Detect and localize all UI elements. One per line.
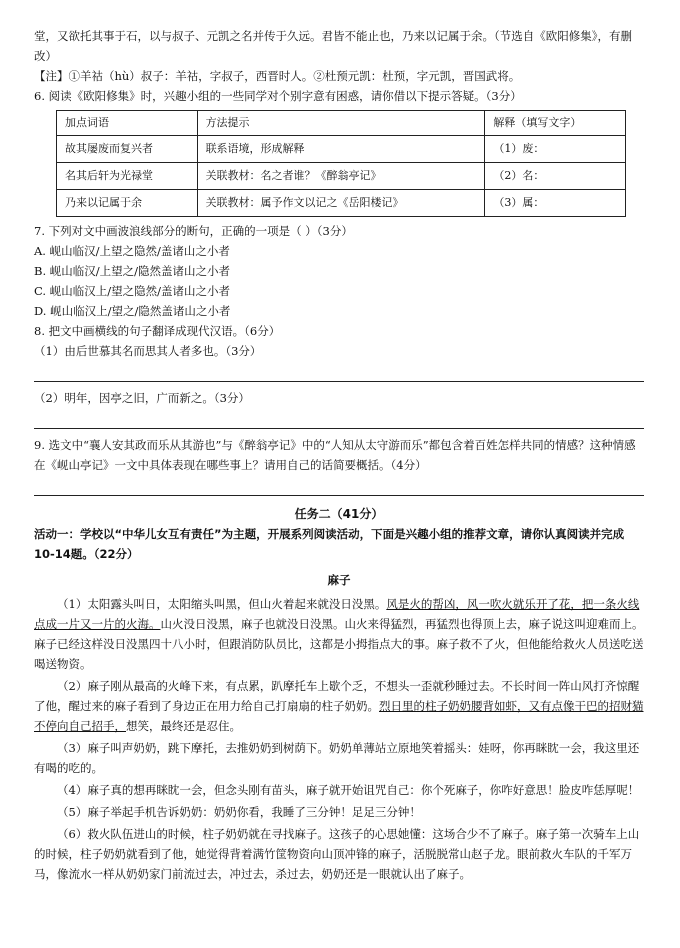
wavy-underlined-sentence: 风是火的帮凶，风一吹火就乐开了花，把一条火线点成一片又一片的火海。 <box>34 597 640 631</box>
option-b[interactable]: B. 岘山临汉/上望之/隐然盖诸山之小者 <box>34 264 231 278</box>
table-header-answer: 解释（填写文字） <box>485 111 626 136</box>
underlined-sentence: 烈日里的柱子奶奶腰背如虾，又有点像干巴的招财猫不停向自己招手， <box>34 699 644 733</box>
table-cell-word: 名其后轩为光禄堂 <box>57 163 198 190</box>
exam-page <box>34 26 644 886</box>
essay-title: 麻子 <box>327 573 351 587</box>
essay-paragraph-3: （3）麻子叫声奶奶，跳下摩托，去推奶奶到树荫下。奶奶单薄站立原地笑着摇头：娃呀，你再眯眈一会，我这里还有喝的吃的。 <box>34 741 640 775</box>
table-cell-hint: 关联教材：属予作文以记之《岳阳楼记》 <box>197 190 485 217</box>
table-cell-hint: 联系语境，形成解释 <box>197 136 485 163</box>
table-cell-word: 故其屡废而复兴者 <box>57 136 198 163</box>
essay-text: （2）麻子刚从最高的火峰下来，有点累，趴摩托车上歇个乏，不想头一歪就秒睡过去。不长时间一阵山风打齐惊醒了他，醒过来的麻子看到了身边正在用力给自己打扇扇的柱子奶奶。 <box>34 679 640 713</box>
table-header-word: 加点词语 <box>57 111 198 136</box>
answer-line[interactable] <box>34 477 644 496</box>
table-row <box>57 136 626 163</box>
option-c[interactable]: C. 岘山临汉上/望之隐然/盖诸山之小者 <box>34 284 230 298</box>
q6-stem: 6. 阅读《欧阳修集》时，兴趣小组的一些同学对个别字意有困惑，请你借以下提示答疑。（3分） <box>34 89 522 103</box>
table-cell-word: 乃来以记属于余 <box>57 190 198 217</box>
essay-text: （1）太阳露头叫日，太阳缩头叫黑，但山火着起来就没日没黑。 <box>57 597 387 611</box>
q9-stem: 9. 选文中“襄人安其政而乐从其游也”与《醉翁亭记》中的“人知从太守游而乐”都包含着百姓怎样共同的情感？这种情感在《岘山亭记》一文中具体表现在哪些事上？请用自己的话简要概括。（4分） <box>34 438 636 472</box>
answer-line[interactable] <box>34 363 644 382</box>
answer-cell[interactable]: （3）属： <box>485 190 626 217</box>
essay-paragraph-1 <box>34 594 644 674</box>
q8-stem: 8. 把文中画横线的句子翻译成现代汉语。（6分） <box>34 324 281 338</box>
essay-paragraph-5: （5）麻子举起手机告诉奶奶：奶奶你看，我睡了三分钟！足足三分钟！ <box>57 805 421 819</box>
essay-paragraph-4: （4）麻子真的想再眯眈一会，但念头刚有苗头，麻子就开始诅咒自己：你个死麻子，你咋好意思！脸皮咋恁厚呢！ <box>57 783 640 797</box>
essay-paragraph-6: （6）救火队伍进山的时候，柱子奶奶就在寻找麻子。这孩子的心思她懂：这场合少不了麻子。麻子第一次骑车上山的时候，柱子奶奶就看到了他，她觉得背着满竹筐物资向山顶冲锋的麻子，活脱脱常山赵子龙。眼前救火车队的千军万马，像流水一样从奶奶家门前流过去，冲过去，杀过去，奶奶还是一眼就认出了麻子。 <box>34 827 640 881</box>
essay-text: 想笑，最终还是忍住。 <box>126 719 241 733</box>
answer-line[interactable] <box>34 410 644 429</box>
table-row <box>57 163 626 190</box>
table-header-row <box>57 111 626 136</box>
q6-table <box>56 110 626 217</box>
essay-text: 山火没日没黑，麻子也就没日没黑。山火来得猛烈，再猛烈也得顶上去，麻子说这叫迎难而上。麻子已经这样没日没黑四十八小时，但跟消防队员比，这都是小拇指点大的事。麻子救不了火，但他能给救火人员送吃送喝送物资。 <box>34 617 644 671</box>
q7-stem: 7. 下列对文中画波浪线部分的断句，正确的一项是（ ）（3分） <box>34 224 353 238</box>
q8-item-2: （2）明年，因亭之旧，广而新之。（3分） <box>34 391 250 405</box>
table-row <box>57 190 626 217</box>
answer-cell[interactable]: （2）名： <box>485 163 626 190</box>
q7-options <box>34 241 644 321</box>
table-header-hint: 方法提示 <box>197 111 485 136</box>
passage-tail: 堂，又欲托其事于石，以与叔子、元凯之名并传于久远。君皆不能止也，乃来以记属于余。（节选自《欧阳修集》，有删改） <box>34 29 632 63</box>
essay-paragraph-2 <box>34 676 644 736</box>
activity-intro: 活动一：学校以“中华儿女互有责任”为主题，开展系列阅读活动，下面是兴趣小组的推荐文章，请你认真阅读并完成10-14题。（22分） <box>34 527 625 561</box>
q8-item-1: （1）由后世慕其名而思其人者多也。（3分） <box>34 344 262 358</box>
task2-title: 任务二（41分） <box>294 507 384 521</box>
annotation-note: 【注】①羊祜（hù）叔子：羊祜，字叔子，西晋时人。②杜预元凯：杜预，字元凯，晋国武将。 <box>34 69 521 83</box>
option-d[interactable]: D. 岘山临汉上/望之/隐然盖诸山之小者 <box>34 304 231 318</box>
answer-cell[interactable]: （1）废： <box>485 136 626 163</box>
option-a[interactable]: A. 岘山临汉/上望之隐然/盖诸山之小者 <box>34 244 230 258</box>
table-cell-hint: 关联教材：名之者谁？《醉翁亭记》 <box>197 163 485 190</box>
